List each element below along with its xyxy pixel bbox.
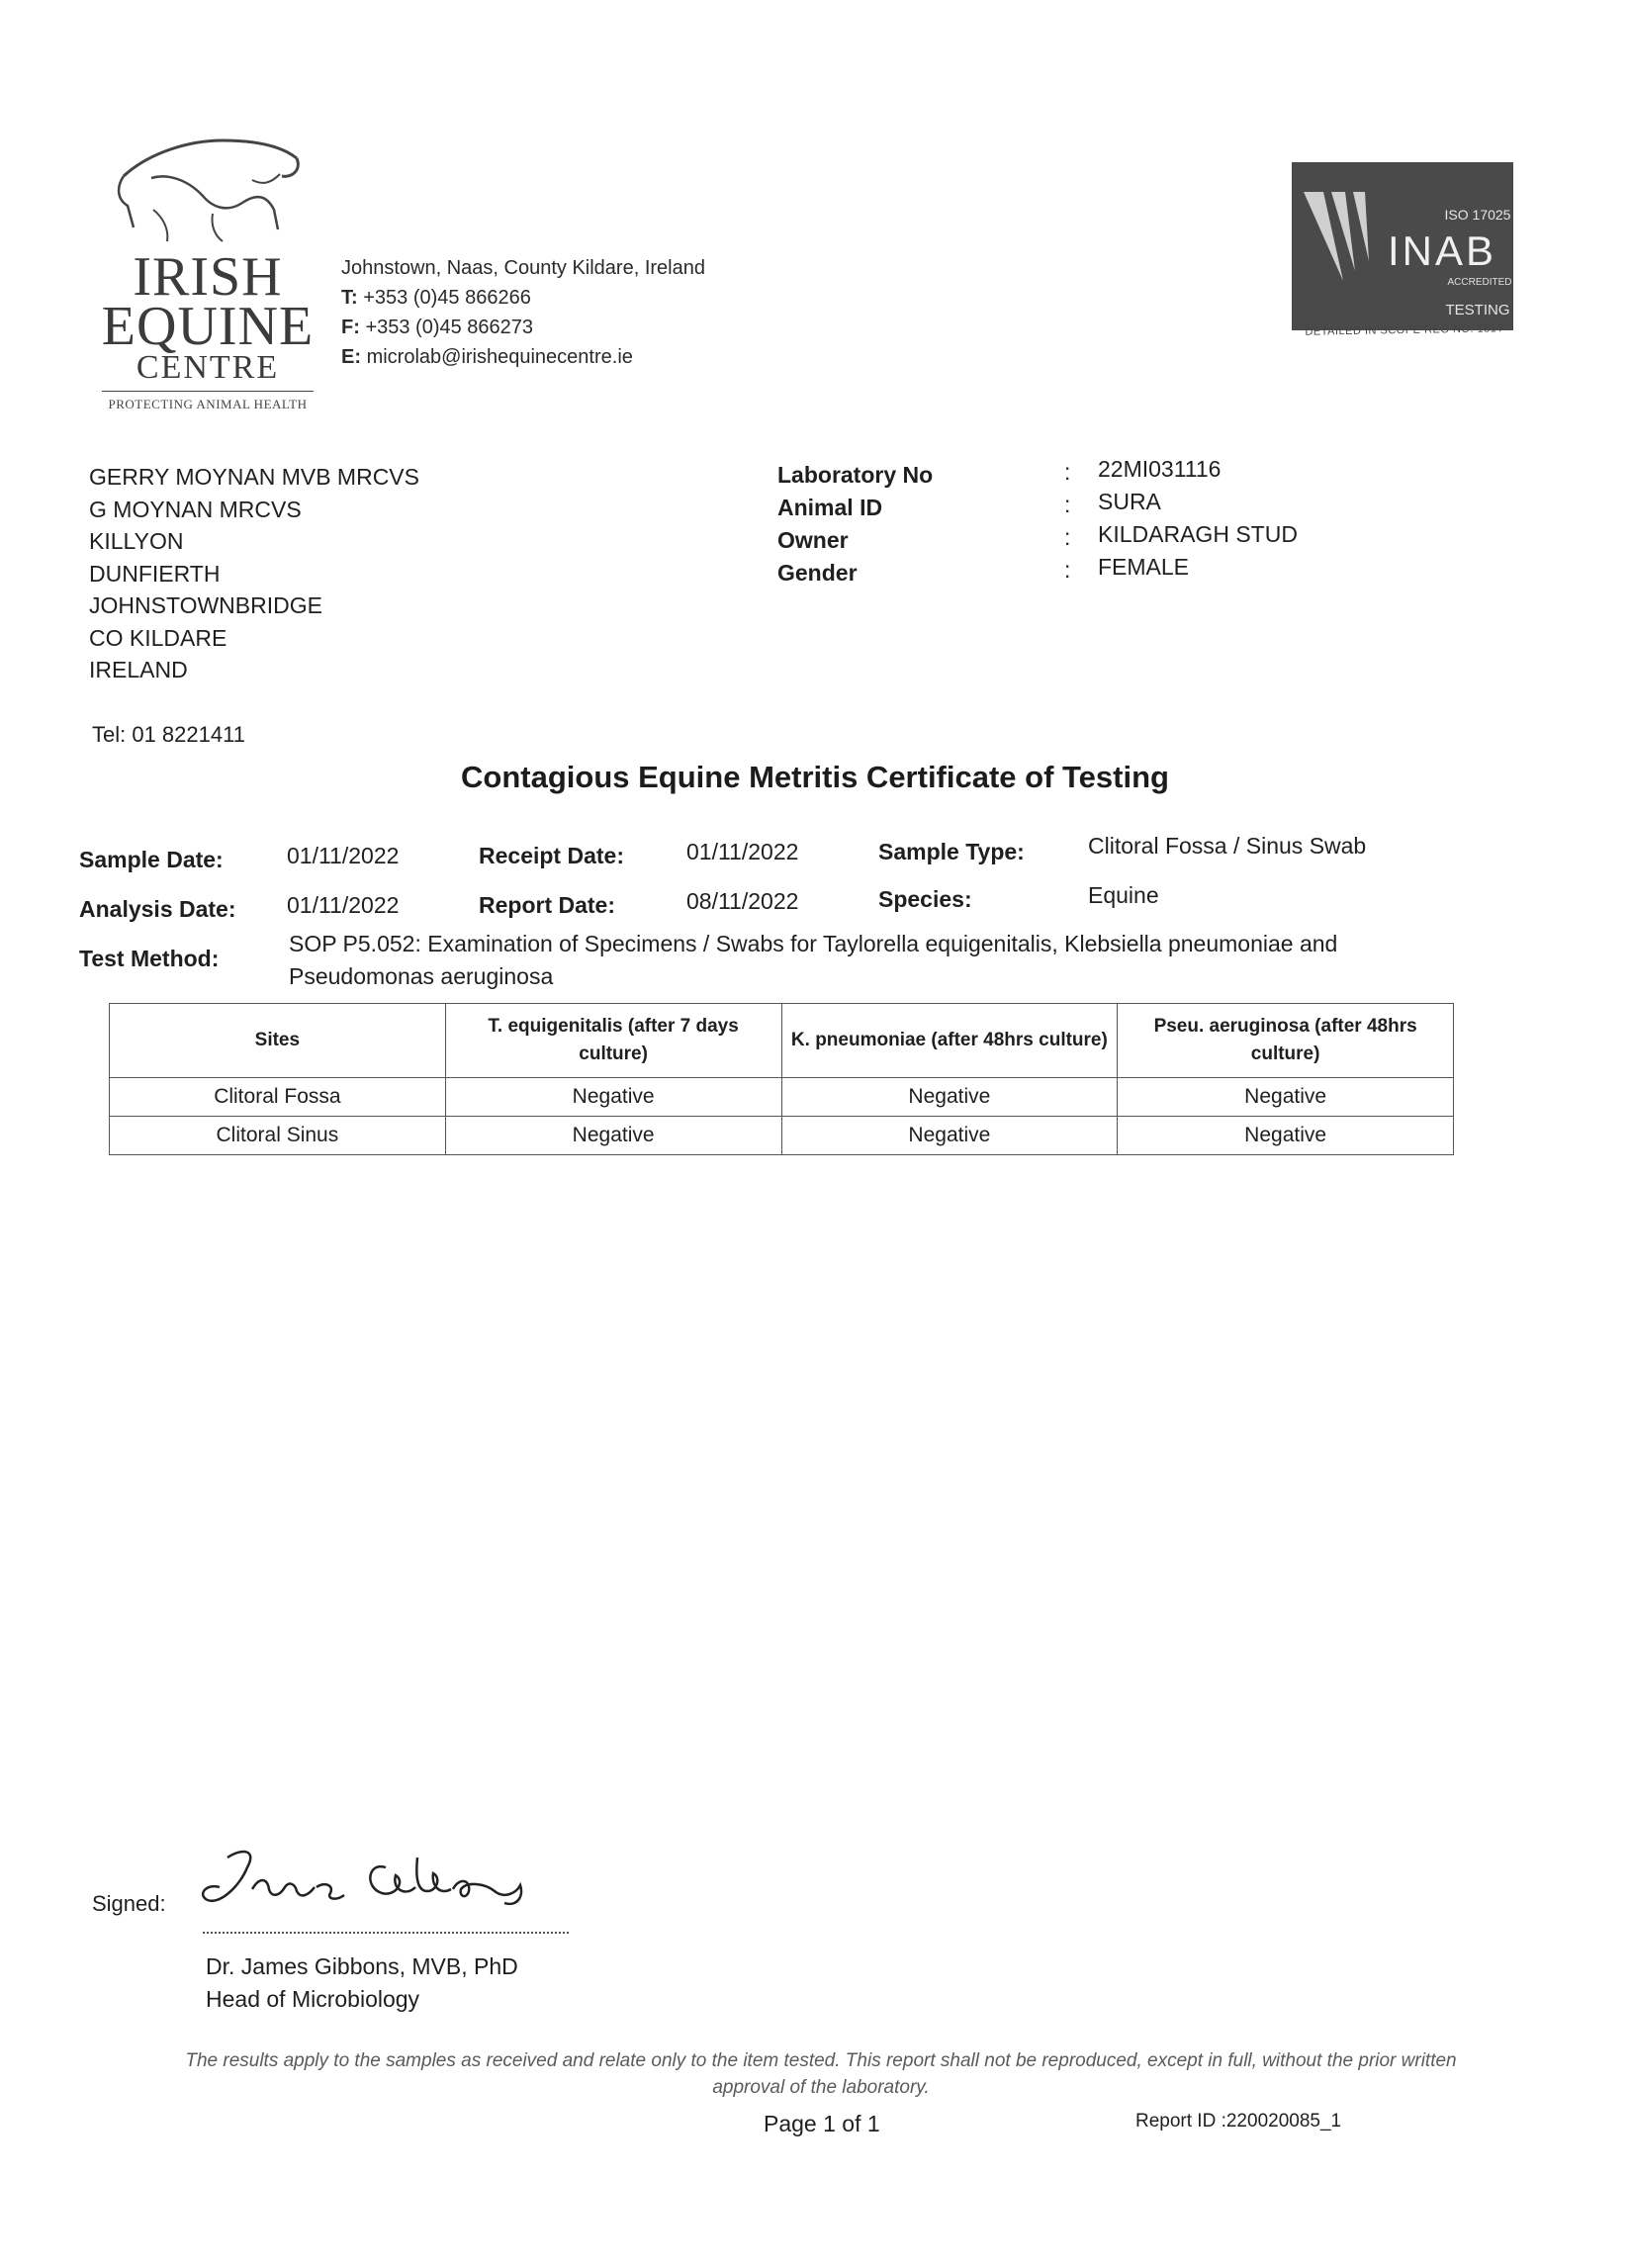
owner-label: Owner (777, 527, 849, 553)
report-date-label: Report Date: (479, 892, 616, 918)
horse-emblem-icon (94, 119, 321, 247)
column-header-pseu-aeruginosa: Pseu. aeruginosa (after 48hrs culture) (1118, 1004, 1454, 1078)
inab-accreditation-badge (1284, 162, 1521, 338)
address-line: CO KILDARE (89, 624, 227, 651)
test-method-value: SOP P5.052: Examination of Specimens / Swabs for Taylorella equigenitalis, Klebsiella pneumoniae and Pseudomonas aeruginosa (289, 931, 1338, 989)
receipt-date-label: Receipt Date: (479, 843, 624, 868)
address-line: KILLYON (89, 528, 184, 554)
column-header-k-pneumoniae: K. pneumoniae (after 48hrs culture) (781, 1004, 1118, 1078)
owner-value: KILDARAGH STUD (1098, 521, 1298, 547)
logo-word-centre: CENTRE (136, 349, 280, 386)
lab-info-values (1098, 453, 1298, 584)
table-row (110, 1078, 1454, 1117)
report-id: Report ID :220020085_1 (1135, 2111, 1342, 2132)
column-header-t-equigenitalis: T. equigenitalis (after 7 days culture) (445, 1004, 781, 1078)
result-cell: Negative (1118, 1117, 1454, 1155)
lab-info-colons: : : : : (1064, 459, 1071, 583)
analysis-date-label: Analysis Date: (79, 896, 236, 922)
svg-text:ACCREDITED: ACCREDITED (1447, 277, 1512, 288)
svg-text:ISO 17025: ISO 17025 (1444, 207, 1511, 223)
recipient-address (89, 461, 419, 686)
report-date-value: 08/11/2022 (686, 888, 799, 914)
table-header-row (110, 1004, 1454, 1078)
logo-divider (102, 391, 314, 392)
sample-type-label: Sample Type: (878, 839, 1025, 864)
animal-id-label: Animal ID (777, 495, 883, 520)
handwritten-signature (198, 1838, 534, 1927)
analysis-date-value: 01/11/2022 (287, 892, 400, 918)
test-method-label: Test Method: (79, 946, 220, 971)
sample-date-label: Sample Date: (79, 847, 224, 872)
sample-type-value: Clitoral Fossa / Sinus Swab (1088, 833, 1367, 859)
site-cell: Clitoral Sinus (110, 1117, 446, 1155)
page-number: Page 1 of 1 (764, 2111, 880, 2136)
contact-address: Johnstown, Naas, County Kildare, Ireland (341, 257, 705, 279)
recipient-telephone: Tel: 01 8221411 (92, 722, 245, 747)
logo-word-equine: EQUINE (101, 296, 315, 357)
result-cell: Negative (781, 1078, 1118, 1117)
logo-tagline: PROTECTING ANIMAL HEALTH (108, 397, 308, 411)
results-table (109, 1003, 1454, 1155)
gender-value: FEMALE (1098, 554, 1190, 580)
contact-telephone: T: +353 (0)45 866266 (341, 287, 531, 309)
contact-block (341, 253, 705, 372)
gender-label: Gender (777, 560, 858, 586)
signed-label: Signed: (92, 1891, 166, 1916)
contact-email: E: microlab@irishequinecentre.ie (341, 346, 633, 368)
species-label: Species: (878, 886, 972, 912)
address-line: G MOYNAN MRCVS (89, 496, 302, 522)
disclaimer-text: The results apply to the samples as received and relate only to the item tested. This report shall not be reproduced, except in full, without the prior written approval of the laboratory. (185, 2050, 1457, 2098)
address-line: JOHNSTOWNBRIDGE (89, 592, 322, 618)
sample-date-value: 01/11/2022 (287, 843, 400, 868)
laboratory-no-label: Laboratory No (777, 462, 934, 488)
signature-line (203, 1932, 569, 1934)
address-line: IRELAND (89, 657, 188, 682)
certificate-title: Contagious Equine Metritis Certificate of Testing (461, 760, 1169, 794)
receipt-date-value: 01/11/2022 (686, 839, 799, 864)
svg-text:INAB: INAB (1387, 227, 1497, 274)
contact-fax: F: +353 (0)45 866273 (341, 317, 534, 338)
inab-badge-graphic (1284, 162, 1521, 338)
laboratory-no-value: 22MI031116 (1098, 456, 1222, 482)
lab-info-labels (777, 459, 933, 590)
svg-text:TESTING: TESTING (1445, 302, 1510, 318)
table-row (110, 1117, 1454, 1155)
signer-role: Head of Microbiology (206, 1986, 420, 2012)
inab-scope-text: DETAILED IN SCOPE REG NO. 181T (1305, 322, 1504, 338)
site-cell: Clitoral Fossa (110, 1078, 446, 1117)
result-cell: Negative (445, 1117, 781, 1155)
signer-block (206, 1950, 518, 2016)
column-header-sites: Sites (110, 1004, 446, 1078)
species-value: Equine (1088, 882, 1159, 908)
result-cell: Negative (445, 1078, 781, 1117)
irish-equine-centre-logo (94, 119, 321, 425)
signer-name: Dr. James Gibbons, MVB, PhD (206, 1953, 518, 1979)
address-line: DUNFIERTH (89, 560, 221, 587)
logo-word-irish: IRISH (133, 246, 283, 308)
address-line: GERRY MOYNAN MVB MRCVS (89, 464, 419, 490)
animal-id-value: SURA (1098, 489, 1161, 514)
result-cell: Negative (781, 1117, 1118, 1155)
result-cell: Negative (1118, 1078, 1454, 1117)
